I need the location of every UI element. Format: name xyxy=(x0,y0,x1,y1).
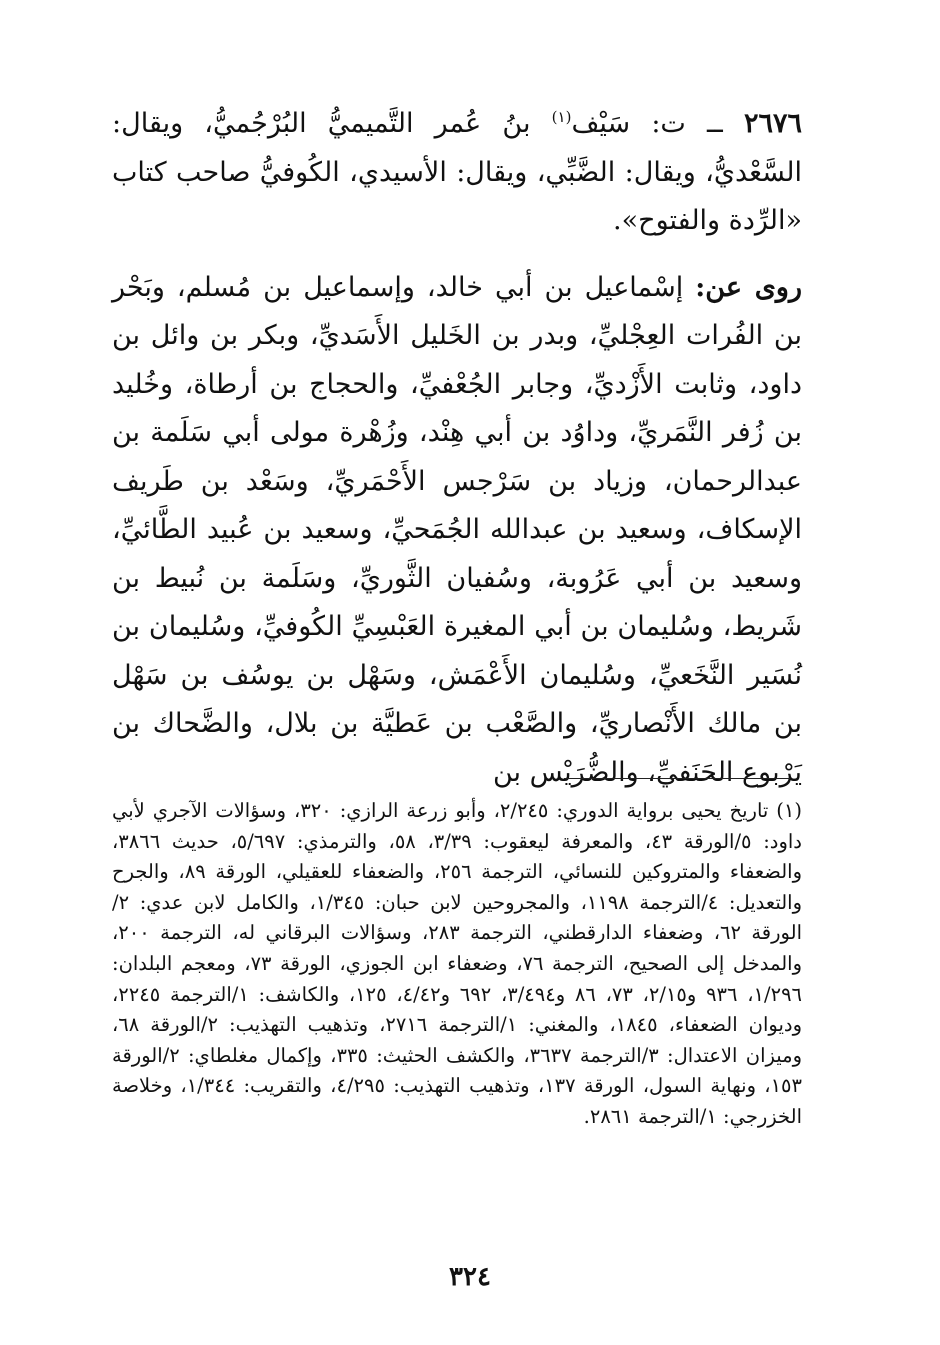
footnote-reference: (١) xyxy=(551,108,572,126)
entry-number: ٢٦٧٦ xyxy=(743,108,802,139)
footnote-text: (١) تاريخ يحيى برواية الدوري: ٢/٢٤٥، وأبو زرعة الرازي: ٣٢٠، وسؤالات الآجري لأبي داود: ٥/الورقة ٤٣، والمعرفة ليعقوب: ٣/٣٩، ٥٨، والترمذي: ٥/٦٩٧، حديث ٣٨٦٦، والضعفاء والمتروكين للنسائي، الترجمة ٢٥٦، والضعفاء للعقيلي، الورقة ٨٩، والجرح والتعديل: ٤/الترجمة ١١٩٨، والمجروحين لابن حبان: ١/٣٤٥، والكامل لابن عدي: ٢/الورقة ٦٢، وضعفاء الدارقطني، الترجمة ٢٨٣، وسؤالات البرقاني له، الترجمة ٢٠٠، والمدخل إلى الصحيح، الترجمة ٧٦، وضعفاء ابن الجوزي، الورقة ٧٣، ومعجم البلدان: ١/٢٩٦، ٩٣٦ و٢/١٥، ٧٣، ٨٦ و٣/٤٩٤، ٦٩٢ و٤/٤٢، ١٢٥، والكاشف: ١/الترجمة ٢٢٤٥، وديوان الضعفاء، ١٨٤٥، والمغني: ١/الترجمة ٢٧١٦، وتذهيب التهذيب: ٢/الورقة ٦٨، وميزان الاعتدال: ٣/الترجمة ٣٦٣٧، والكشف الحثيث: ٣٣٥، وإكمال مغلطاي: ٢/الورقة ١٥٣، ونهاية السول، الورقة ١٣٧، وتذهيب التهذيب: ٤/٢٩٥، والتقريب: ١/٣٤٤، وخلاصة الخزرجي: ١/الترجمة ٢٨٦١. xyxy=(112,799,803,1128)
entry-heading: ــ ت: سَيْف xyxy=(571,108,744,139)
narrators-text: إسْماعيل بن أبي خالد، وإسماعيل بن مُسلم، وبَحْر بن الفُرات العِجْليِّ، وبدر بن الخَليل الأَسَديِّ، وبكر بن وائل بن داود، وثابت الأَزْديِّ، وجابر الجُعْفيِّ، والحجاج بن أرطاة، وخُليد بن زُفر النَّمَريِّ، وداوُد بن أبي هِنْد، وزُهْرة مولى أبي سَلَمة بن عبدالرحمان، وزياد بن سَرْجس الأَحْمَريِّ، وسَعْد بن طَريف الإسكاف، وسعيد بن عبدالله الجُمَحيِّ، وسعيد بن عُبيد الطَّائيِّ، وسعيد بن أبي عَرُوبة، وسُفيان الثَّوريِّ، وسَلَمة بن نُبيط بن شَريط، وسُليمان بن أبي المغيرة العَبْسِيِّ الكُوفيِّ، وسُليمان بن نُسَير النَّخَعيِّ، وسُليمان الأَعْمَش، وسَهْل بن يوسُف بن سَهْل بن مالك الأَنْصاريِّ، والصَّعْب بن عَطيَّة بن بلال، والضَّحاك بن يَرْبوع الحَنَفيِّ، والضُّرَيْس بن xyxy=(112,271,802,788)
entry-text: بنُ عُمر التَّميميُّ البُرْجُميُّ، ويقال: السَّعْديُّ، ويقال: الضَّبِّي، ويقال: الأسيدي، الكُوفيُّ صاحب كتاب «الرِّدة والفتوح». xyxy=(112,108,802,236)
main-text xyxy=(112,100,802,797)
footnote-separator xyxy=(564,778,790,779)
page-number: ٣٢٤ xyxy=(449,1262,491,1292)
entry-paragraph xyxy=(112,100,802,246)
footnote xyxy=(112,796,802,1133)
narrators-lead: روى عن: xyxy=(695,271,802,303)
narrators-paragraph xyxy=(112,264,802,798)
